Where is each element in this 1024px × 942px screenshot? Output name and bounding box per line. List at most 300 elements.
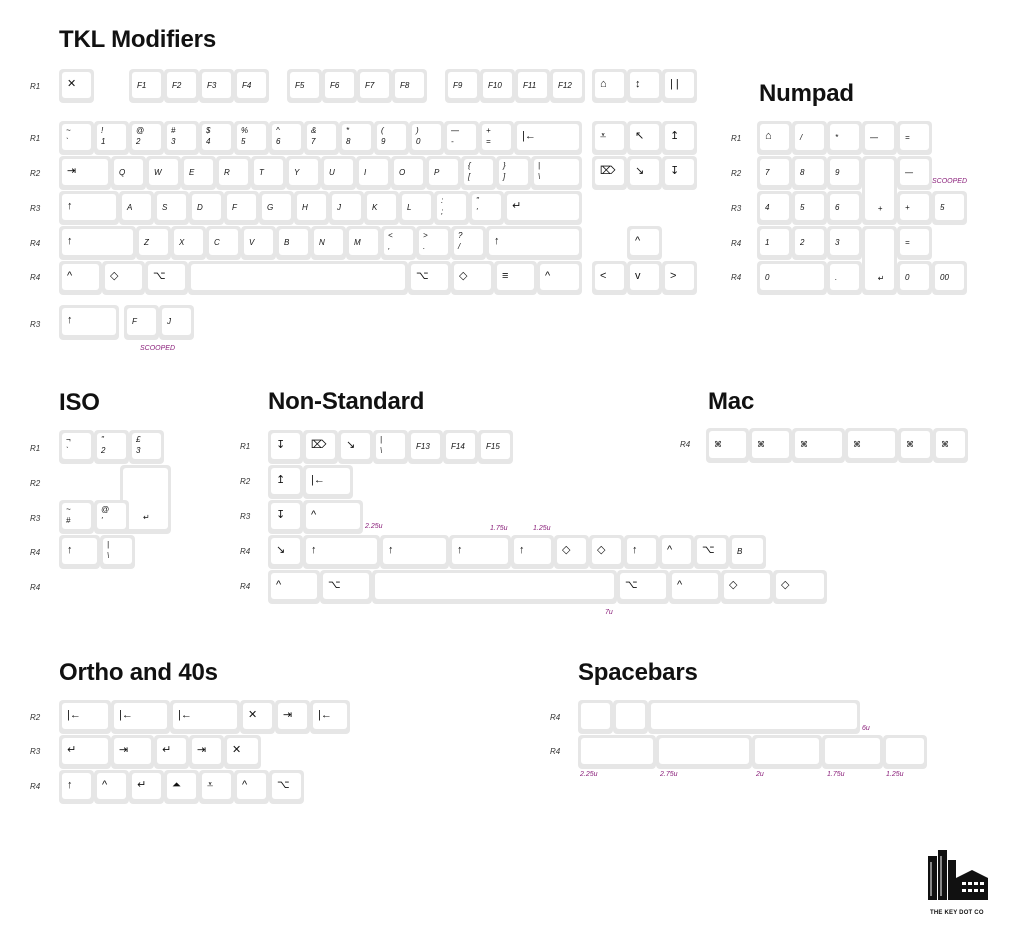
key-legend: ^ [276,579,282,591]
keycap [897,226,932,260]
key-legend: ⌘ [800,440,808,449]
key-legend: F1 [137,81,147,90]
size-note: 1.25u [533,525,551,532]
keycap [234,121,269,155]
row-label: R3 [30,320,41,329]
keycap [189,191,224,225]
keycap [550,69,585,103]
key-legend: ↑ [67,779,73,791]
keycap-top [489,229,579,255]
keycap [329,191,364,225]
keycap-top [191,264,405,290]
key-legend: ^ [545,270,551,282]
key-legend: 5 [940,203,945,212]
key-legend: D [197,203,203,212]
key-legend: ⇥ [197,744,207,756]
row-label: R1 [30,444,41,453]
keycap [199,770,234,804]
keycap [706,428,749,463]
size-note: SCOOPED [140,345,176,352]
key-legend: H [302,203,308,212]
row-label: R4 [680,440,691,449]
keycap [514,121,582,155]
keycap [181,156,216,190]
key-legend: V [249,238,255,247]
key-legend: ! [101,126,104,135]
key-legend: ↑ [311,544,317,556]
keycap [451,261,494,295]
key-legend-secondary: 4 [206,137,211,146]
key-legend: ⌦ [600,165,616,177]
keycap [310,700,350,734]
keycap [268,535,303,569]
key-legend: = [905,133,910,142]
keycap [364,191,399,225]
key-legend: # [171,126,176,135]
row-label: R4 [731,273,742,282]
keycap [59,191,119,225]
keycap-top [760,264,824,290]
row-label: R4 [30,548,41,557]
keycap-top [581,703,610,729]
keycap [240,700,275,734]
keycap [259,191,294,225]
keycap [617,570,669,604]
keycap [461,156,496,190]
key-legend: + [877,204,883,213]
keycap [409,121,444,155]
key-legend: ↑ [632,544,638,556]
keycap [845,428,898,463]
keycap-top [616,703,645,729]
row-label: R4 [30,782,41,791]
keycap [154,735,189,769]
key-legend: ⌘ [941,440,949,449]
keycap [303,430,338,464]
keycap [224,191,259,225]
key-legend: B [284,238,290,247]
key-legend: ↵ [67,744,77,756]
keycap [268,500,303,534]
row-label: R4 [550,713,561,722]
key-legend: ^ [635,235,641,247]
keycap [627,156,662,190]
key-legend: ⌥ [277,779,290,791]
keycap [339,121,374,155]
keycap [933,428,968,463]
key-legend: 8 [800,168,805,177]
key-legend: ⌘ [853,440,861,449]
key-legend: ⇥ [119,744,129,756]
keycap [59,430,94,464]
key-legend-secondary: = [486,137,491,146]
key-legend: 6 [835,203,840,212]
key-legend: F14 [451,442,465,451]
keycap [627,69,662,103]
key-legend: |← [119,709,133,721]
size-note: SCOOPED [932,178,968,185]
title-numpad: Numpad [759,80,854,107]
keycap [159,305,194,340]
key-legend: ⌥ [625,579,638,591]
keycap [268,465,303,499]
keycap [444,121,479,155]
key-legend-secondary: 2 [101,446,106,455]
keycap [827,121,862,155]
key-legend: ↵ [877,274,885,283]
title-iso: ISO [59,389,100,416]
keycap [662,121,697,155]
key-legend-secondary: 3 [171,137,176,146]
key-legend: ⩡ [600,130,607,142]
key-legend: F8 [400,81,410,90]
keycap [206,226,241,260]
keycap [504,191,582,225]
key-legend: | [538,161,541,170]
key-legend: v [635,270,641,282]
keycap [111,700,170,734]
size-note: 1.75u [490,525,508,532]
key-legend: ^ [311,509,317,521]
keycap [234,69,269,103]
keycap [486,226,582,260]
keycap [224,735,261,769]
keycap [199,121,234,155]
key-legend: J [337,203,341,212]
key-legend: ✕ [67,78,77,90]
keycap [59,700,111,734]
key-legend: ⇥ [283,709,293,721]
key-legend: & [311,126,317,135]
keycap [592,156,627,190]
keycap [234,770,269,804]
keycap [662,156,697,190]
key-legend: L [407,203,412,212]
key-legend: F12 [558,81,572,90]
key-legend: ⌘ [906,440,914,449]
keycap-top [306,538,377,564]
key-legend: < [600,270,607,282]
keycap [59,261,102,295]
keycap [862,226,897,295]
key-legend: + [486,126,491,135]
keycap [662,69,697,103]
keycap [94,121,129,155]
key-legend: C [214,238,220,247]
keycap-top [825,738,880,764]
size-note: 2.75u [660,771,678,778]
key-legend: B [737,547,743,556]
keycap [408,430,443,464]
key-legend: A [127,203,133,212]
size-note: 7u [605,609,613,616]
key-legend: : [441,196,444,205]
key-legend: ↧ [276,439,286,451]
key-legend-secondary: \ [107,551,110,560]
keycap [792,428,845,463]
title-non-standard: Non-Standard [268,388,425,415]
key-legend: / [800,133,803,142]
key-legend: ↑ [519,544,525,556]
size-note: 1.75u [827,771,845,778]
keycap [496,156,531,190]
key-legend: ^ [102,779,108,791]
keycap [897,191,932,225]
keycap [59,305,119,340]
size-note: 2.25u [580,771,598,778]
key-legend: * [835,133,839,142]
row-label: R4 [30,273,41,282]
key-legend: ↕ [635,78,641,90]
row-label: R2 [240,477,251,486]
keycap [399,191,434,225]
key-legend-secondary: 0 [416,137,421,146]
key-legend: ↧ [670,165,680,177]
keycap [216,156,251,190]
key-legend: G [267,203,274,212]
key-legend: ↑ [67,544,73,556]
key-legend: ~ [66,126,71,135]
keycap [102,261,145,295]
keycap [827,261,862,295]
key-legend: ✕ [248,709,258,721]
key-legend-secondary: / [458,242,461,251]
keycap [827,156,862,190]
key-legend: F5 [295,81,305,90]
key-legend: Q [119,168,126,177]
keycap [792,121,827,155]
key-legend: ↵ [142,513,150,522]
keycap [578,700,613,734]
key-legend-secondary: ] [503,172,506,181]
key-legend: ↧ [276,509,286,521]
key-legend-secondary: ; [441,207,444,216]
keycap [294,191,329,225]
key-legend: ⌘ [714,440,722,449]
keycap [792,191,827,225]
key-legend: ↵ [512,200,522,212]
key-legend: ◇ [110,270,119,282]
key-legend: ) [416,126,419,135]
keycap [189,735,224,769]
key-legend: S [162,203,168,212]
keycap [669,570,721,604]
row-label: R3 [240,512,251,521]
keycap [276,226,311,260]
keycap [434,191,469,225]
keycap [578,735,656,769]
keycap [269,121,304,155]
keycap [827,191,862,225]
keycap [94,770,129,804]
keycap-top [581,738,653,764]
key-legend: ↵ [137,779,147,791]
keycap [449,535,511,569]
key-legend: ⌂ [600,78,607,90]
keycap [757,191,792,225]
key-legend: ↑ [494,235,500,247]
key-legend: ? [458,231,463,240]
row-label: R3 [731,204,742,213]
keycap [752,735,822,769]
key-legend: > [423,231,428,240]
keycap [59,735,111,769]
key-legend-secondary: # [66,516,71,525]
key-legend-secondary: ` [66,137,69,146]
keycap [381,226,416,260]
key-legend: F [132,317,137,326]
keycap [100,535,135,569]
key-legend: { [468,161,471,170]
key-legend: ⏶ [172,779,181,791]
keycap [537,261,582,295]
keycap-top [755,738,819,764]
key-legend: ✕ [232,744,242,756]
key-legend: K [372,203,378,212]
title-ortho-and-40s: Ortho and 40s [59,659,218,686]
keycap [154,191,189,225]
key-legend: | [107,540,110,549]
keycap [659,535,694,569]
keycap [757,156,792,190]
key-legend: ⩡ [207,779,214,791]
keycap [338,430,373,464]
keycap [656,735,752,769]
keycap [932,261,967,295]
row-label: R1 [240,442,251,451]
key-legend: 0 [765,273,770,282]
key-legend: ◇ [781,579,790,591]
key-legend: |← [522,130,536,142]
key-legend-secondary: \ [380,446,383,455]
keycap [792,226,827,260]
keycap [164,121,199,155]
keycap [129,69,164,103]
key-legend: Y [294,168,300,177]
key-legend: $ [206,126,211,135]
keycap [94,430,129,464]
key-legend: ↵ [162,744,172,756]
keycap [129,770,164,804]
key-legend-secondary: ` [66,446,69,455]
key-legend: " [476,196,479,205]
keycap [392,69,427,103]
key-legend: N [319,238,325,247]
key-legend: ↑ [67,314,73,326]
keycap [59,121,94,155]
keycap [303,500,363,534]
key-legend-secondary: 3 [136,446,141,455]
key-legend: ◇ [597,544,606,556]
row-label: R4 [240,547,251,556]
key-legend: |← [318,709,332,721]
keycap [694,535,729,569]
key-legend: F9 [453,81,463,90]
key-legend-secondary: 2 [136,137,141,146]
keycap [129,430,164,464]
row-label: R1 [30,134,41,143]
keycap [511,535,554,569]
key-legend: ⌥ [328,579,341,591]
keycap [757,226,792,260]
keycap [59,226,136,260]
keycap [469,191,504,225]
key-legend: F6 [330,81,340,90]
keycap [897,121,932,155]
key-legend: 4 [765,203,770,212]
keycap [346,226,381,260]
keycap [59,156,111,190]
keycap [59,770,94,804]
key-legend: Z [144,238,149,247]
keycap [59,500,94,534]
key-legend: 7 [765,168,770,177]
keycap [241,226,276,260]
row-label: R3 [30,747,41,756]
key-legend: > [670,270,677,282]
keycap [59,535,100,569]
keycap [773,570,827,604]
key-legend: ^ [242,779,248,791]
key-legend: } [503,161,506,170]
keycap [304,121,339,155]
key-legend: F7 [365,81,375,90]
keycap [146,156,181,190]
keycap [757,121,792,155]
key-legend: ~ [66,505,71,514]
factory-logo-icon [922,848,992,908]
key-legend: ↑ [67,200,73,212]
keycap [251,156,286,190]
key-legend-secondary: [ [468,172,471,181]
size-note: 1.25u [886,771,904,778]
key-legend-secondary: 7 [311,137,316,146]
keycap [721,570,773,604]
row-label: R2 [731,169,742,178]
key-legend: 1 [765,238,770,247]
keycap [792,156,827,190]
key-legend: F15 [486,442,500,451]
keycap [426,156,461,190]
keycap [592,261,627,295]
keycap [311,226,346,260]
keycap [554,535,589,569]
keycap [862,121,897,155]
key-legend: |← [67,709,81,721]
key-legend: ^ [667,544,673,556]
keycap [268,570,320,604]
keycap-top [659,738,749,764]
key-legend: ↑ [67,235,73,247]
keycap [822,735,883,769]
keycap [443,430,478,464]
key-legend-secondary: , [388,242,391,251]
title-mac: Mac [708,388,755,415]
key-legend: ↖ [635,130,645,142]
keycap [356,156,391,190]
key-legend: ( [381,126,384,135]
key-legend: @ [136,126,145,135]
key-legend: ↑ [457,544,463,556]
keycap [199,69,234,103]
row-label: R4 [240,582,251,591]
key-legend: ^ [276,126,280,135]
key-legend-secondary: 5 [241,137,246,146]
keycap [320,570,372,604]
keycap [416,226,451,260]
key-legend: £ [136,435,141,444]
key-legend: F11 [523,81,537,90]
